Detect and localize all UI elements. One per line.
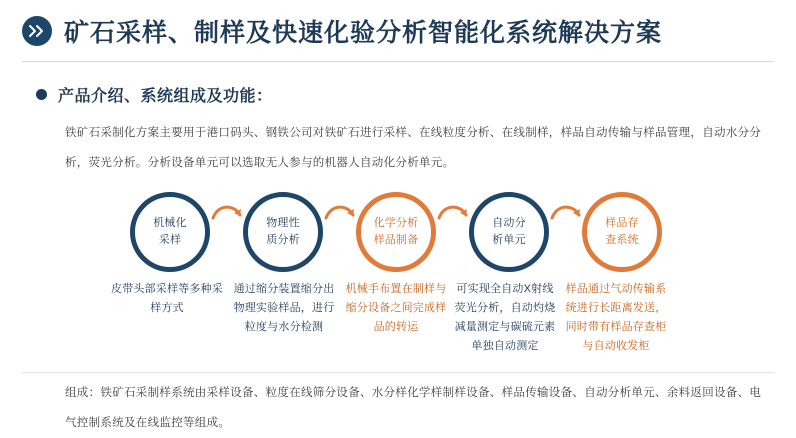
curved-arrow-icon [323, 200, 357, 222]
process-flow-descriptions [108, 280, 688, 368]
intro-paragraph: 铁矿石采制化方案主要用于港口码头、钢铁公司对铁矿石进行采样、在线粒度分析、在线制样，样品自动传输与样品管理，自动水分分析，荧光分析。分析设备单元可以选取无人参与的机器人自动化分析单元。 [65, 127, 762, 169]
flow-step-label-4: 自动分 析单元 [492, 217, 526, 246]
page-header [0, 0, 796, 62]
flow-step-desc-5: 样品通过气动传输系统进行长距离发送，同时带有样品存查柜与自动收发柜 [565, 283, 667, 352]
flow-step-desc-3: 机械手布置在制样与缩分设备之间完成样品的转运 [345, 283, 447, 333]
flow-step-desc-2: 通过缩分装置缩分出物理实验样品，进行粒度与水分检测 [233, 283, 335, 333]
flow-step-circle-2 [243, 192, 323, 272]
flow-step-label-5: 样品存 查系统 [605, 217, 639, 246]
curved-arrow-icon [210, 200, 244, 222]
footer-divider [22, 372, 774, 373]
flow-step-desc-1: 皮带头部采样等多种采样方式 [111, 283, 223, 314]
flow-step-desc-4: 可实现全自动X射线荧光分析，自动灼烧减量测定与碳硫元素单独自动测定 [454, 283, 556, 352]
header-divider [22, 61, 774, 62]
curved-arrow-icon [436, 200, 470, 222]
double-chevron-right-icon [22, 16, 52, 46]
flow-step-label-3: 化学分析 样品制备 [373, 217, 419, 246]
flow-step-circle-3 [356, 192, 436, 272]
curved-arrow-icon [549, 200, 583, 222]
flow-step-circle-1 [130, 192, 210, 272]
flow-step-label-2: 物理性 质分析 [266, 217, 300, 246]
process-flow-circles [130, 192, 670, 272]
section-heading [36, 83, 273, 106]
section-title-label: 产品介绍、系统组成及功能： [58, 88, 273, 105]
bullet-dot-icon [36, 89, 47, 100]
flow-step-circle-4 [469, 192, 549, 272]
flow-step-label-1: 机械化 采样 [153, 217, 187, 246]
footer-paragraph: 组成：铁矿石采制样系统由采样设备、粒度在线筛分设备、水分样化学样制样设备、样品传输设备、自动分析单元、余料返回设备、电气控制系统及在线监控等组成。 [65, 387, 762, 429]
page-title: 矿石采样、制样及快速化验分析智能化系统解决方案 [64, 19, 663, 47]
flow-step-circle-5 [582, 192, 662, 272]
